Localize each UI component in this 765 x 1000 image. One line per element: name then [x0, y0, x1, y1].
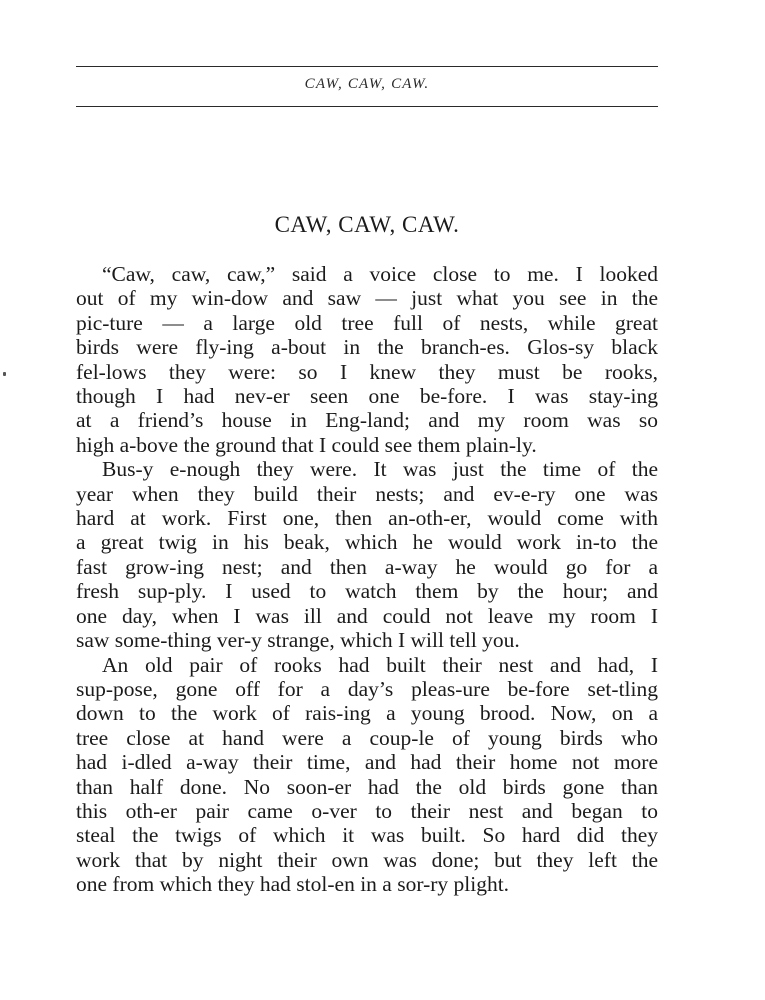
text-line: tree close at hand were a coup-le of young birds who — [76, 725, 658, 750]
text-line: year when they build their nests; and ev-e-ry one was — [76, 481, 658, 506]
text-line: sup-pose, gone off for a day’s pleas-ure be-fore set-tling — [76, 676, 658, 701]
paragraph-3 — [76, 653, 658, 897]
text-line: than half done. No soon-er had the old birds gone than — [76, 774, 658, 799]
text-line: down to the work of rais-ing a young brood. Now, on a — [76, 701, 658, 726]
story-body — [76, 262, 658, 897]
margin-speck — [3, 372, 6, 376]
text-line: hard at work. First one, then an-oth-er, would come with — [76, 506, 658, 531]
chapter-title: CAW, CAW, CAW. — [274, 212, 460, 237]
text-line: high a-bove the ground that I could see them plain-ly. — [76, 432, 537, 457]
text-line: out of my win-dow and saw — just what you see in the — [76, 286, 658, 311]
text-line: birds were fly-ing a-bout in the branch-es. Glos-sy black — [76, 335, 658, 360]
text-line: An old pair of rooks had built their nest and had, I — [102, 652, 658, 677]
text-line: Bus-y e-nough they were. It was just the time of the — [102, 457, 658, 482]
text-line: “Caw, caw, caw,” said a voice close to me. I looked — [102, 262, 658, 286]
text-line: had i-dled a-way their time, and had their home not more — [76, 750, 658, 775]
text-line: pic-ture — a large old tree full of nests, while great — [76, 310, 658, 335]
text-line: a great twig in his beak, which he would work in-to the — [76, 530, 658, 555]
text-line: one day, when I was ill and could not leave my room I — [76, 603, 658, 628]
text-line: at a friend’s house in Eng-land; and my room was so — [76, 408, 658, 433]
paragraph-1 — [76, 262, 658, 457]
running-head: CAW, CAW, CAW. — [304, 76, 430, 92]
header-rule-top — [76, 66, 658, 67]
paragraph-2 — [76, 457, 658, 652]
text-line: work that by night their own was done; but they left the — [76, 847, 658, 872]
text-line: one from which they had stol-en in a sor-ry plight. — [76, 872, 510, 897]
text-line: fresh sup-ply. I used to watch them by the hour; and — [76, 579, 658, 604]
text-line: though I had nev-er seen one be-fore. I was stay-ing — [76, 384, 658, 409]
text-line: fast grow-ing nest; and then a-way he would go for a — [76, 554, 658, 579]
text-line: this oth-er pair came o-ver to their nest and began to — [76, 798, 658, 823]
text-line: fel-lows they were: so I knew they must be rooks, — [76, 359, 658, 384]
header-rule-bottom — [76, 106, 658, 107]
text-line: saw some-thing ver-y strange, which I will tell you. — [76, 628, 520, 653]
text-line: steal the twigs of which it was built. So hard did they — [76, 823, 658, 848]
